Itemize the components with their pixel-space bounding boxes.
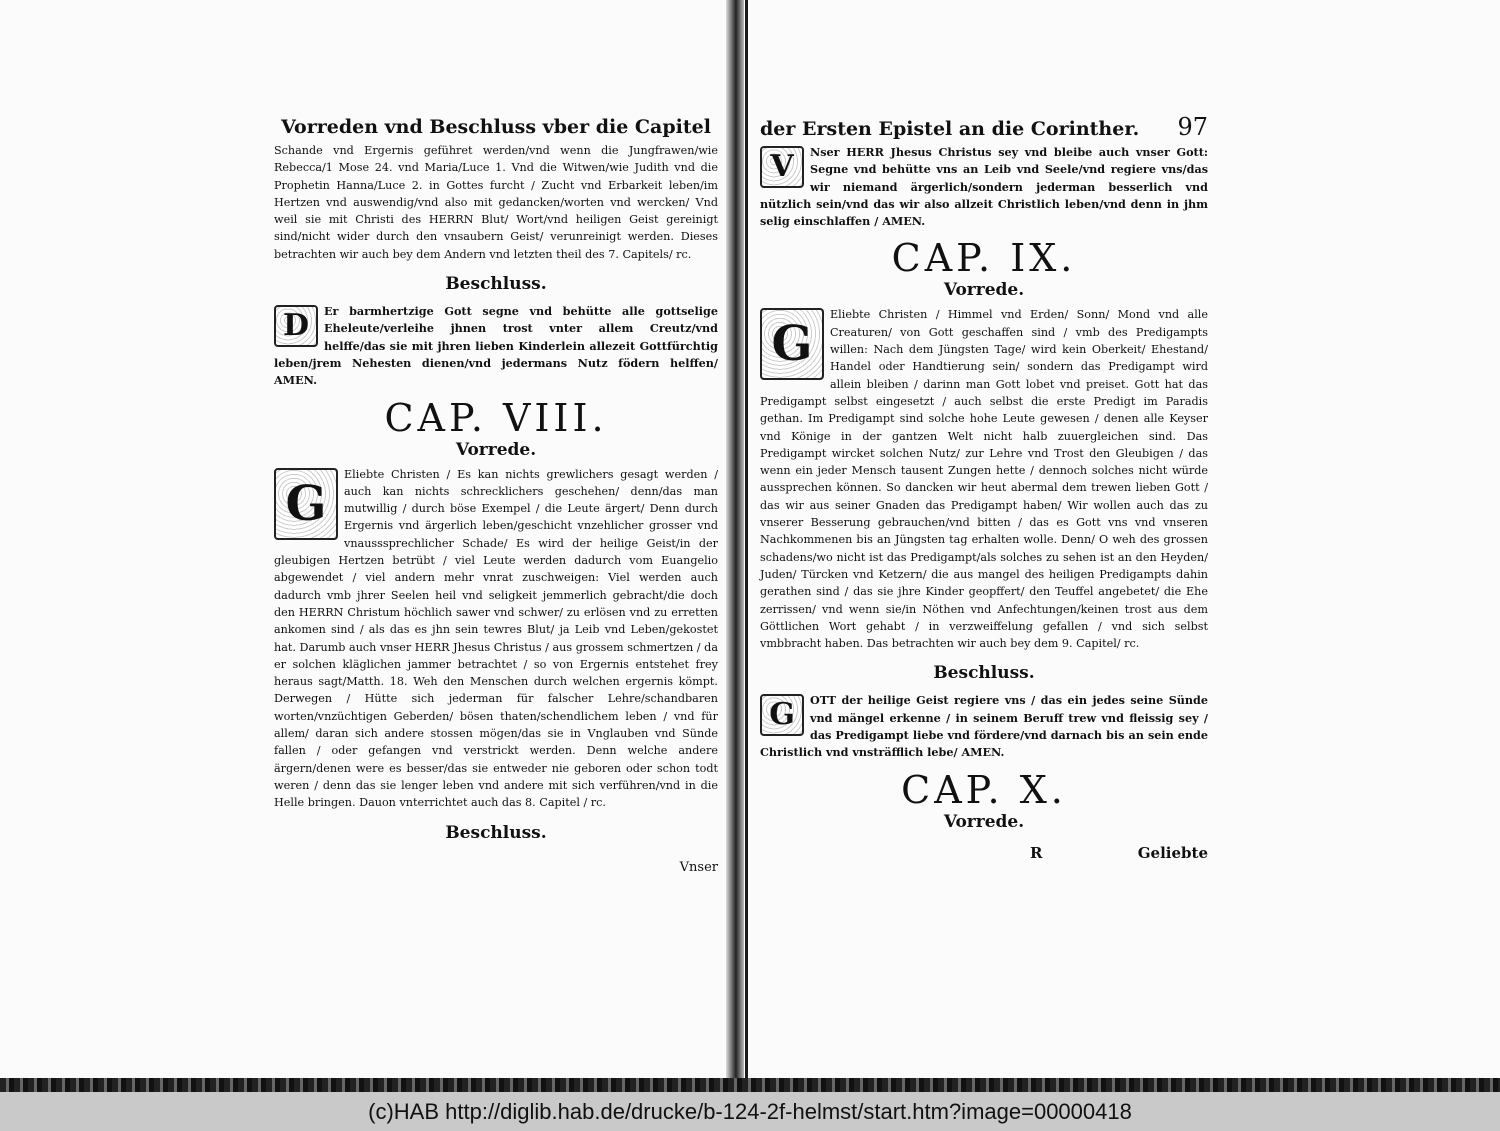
right-beschluss-text: OTT der heilige Geist regiere vns / das ein jedes seine Sünde vnd mängel erkenne / in seinem Beruff trew vnd fleissig sey / das Predigampt liebe vnd fördere/vnd darnach bis an sein ende Christlich vnd vnsträfflich lebe/ AMEN. [760,693,1208,760]
left-beschluss-text: Er barmhertzige Gott segne vnd behütte alle gottselige Eheleute/verleihe jhnen trost vnter allem Creutz/vnd helffe/das sie mit jhren lieben Kinderlein allezeit Gottfürchtig leben/jrem Nehesten dienen/vnd jedermans Nutz födern helffen/ AMEN. [274,304,718,388]
right-vorrede-block [760,306,1208,652]
left-vorrede-text: Eliebte Christen / Es kan nichts grewlichers gesagt werden / auch kan nichts schrecklichers geschehen/ denn/das man mutwillig / durch böse Exempel / die Leute ärgert/ Denn durch Ergernis vnd ärgerlich leben/geschicht vnzehlicher grosser vnd vnausssprechlicher Schade/ Es wird der heilige Geist/in der gleubigen Hertzen betrübt / viel Leute werden dadurch vom Euangelio abgewendet / viel andern mehr vnrat zuschweigen: Viel werden auch dadurch vmb jhrer Seelen heil vnd seligkeit jemmerlich gebracht/die doch den HERRN Christum höchlich sawer vnd schwer/ zu erlösen vnd zu erretten ankomen sind / als das es jhn sein tewres Blut/ ja Leib vnd Leben/gekostet hat. Darumb auch vnser HERR Jhesus Christus / aus grossem schmertzen / da er solchen kläglichen jammer betrachtet / so von Ergernis entstehet frey heraus sagt/Matth. 18. Weh den Menschen durch welchen ergernis kömpt. Derwegen / Hütte sich jederman für falscher Lehre/schandbaren worten/vnzüchtigen Geberden/ bösen thaten/schendlichem leben / vnd für allem/ daran sich andere stossen mögen/das sie in Vnglauben vnd Sünde fallen / oder gefangen vnd verstrickt werden. Denn welche andere ärgern/denen were es besser/das sie entweder nie geboren oder schon todt weren / denn das sie lenger leben vnd andere mit sich verführen/vnd in die Helle bringen. Dauon vnterrichtet auch das 8. Capitel / rc. [274,467,718,810]
right-running-head-row [760,112,1208,144]
right-beschluss-block [760,692,1208,761]
decorated-initial: G [274,468,338,540]
right-vorrede2-heading: Vorrede. [943,811,1025,832]
left-beschluss-heading: Beschluss. [445,274,547,295]
right-para-1: Nser HERR Jhesus Christus sey vnd bleibe auch vnser Gott: Segne vnd behütte vns an Leib vnd Seele/vnd regiere vns/das wir niemand ärgerlich/sondern jederman besserlich vnd nützlich sein/vnd das wir also allzeit Christlich leben/vnd denn in jhm selig einschlaffen / AMEN. [760,145,1208,229]
left-para-1: Schande vnd Ergernis geführet werden/vnd wenn die Jungfrawen/wie Rebecca/1 Mose 24. vnd Maria/Luce 1. Vnd die Witwen/wie Judith vnd die Prophetin Hanna/Luce 2. in Gottes furcht / Zucht vnd Erbarkeit leben/im Hertzen vnd auswendig/vnd also mit gedancken/worten vnd wercken/ Vnd weil sie mit Christi des HERRN Blut/ Wort/vnd heiligen Geist gereinigt sind/nicht wider durch den vnsaubern Geist/ verunreinigt werden. Dieses betrachten wir auch bey dem Andern vnd letzten theil des 7. Capitels/ rc. [274,144,718,261]
decorated-initial: G [760,308,824,380]
left-page [274,112,718,875]
left-beschluss-block [274,303,718,389]
page-bottom-edge [0,1078,1500,1092]
right-page [760,112,1208,862]
copyright-footer [0,1092,1500,1131]
decorated-initial: G [760,694,804,736]
right-catchword-row [760,844,1208,862]
right-running-head: der Ersten Epistel an die Corinther. [760,118,1140,140]
left-beschluss-heading-2: Beschluss. [445,822,547,843]
signature-mark: R [1030,843,1043,862]
chapter-heading-x: CAP. X. [901,767,1067,812]
left-vorrede-heading: Vorrede. [455,439,537,460]
page-number: 97 [1177,113,1208,141]
right-vorrede-heading: Vorrede. [943,280,1025,301]
right-beschluss-heading: Beschluss. [933,663,1035,684]
gutter-shadow [726,0,744,1085]
decorated-initial: D [274,305,318,347]
copyright-text: (c)HAB http://diglib.hab.de/drucke/b-124-2f-helmst/start.htm?image=00000418 [368,1098,1132,1124]
right-para-1-block [760,144,1208,230]
left-vorrede-block [274,466,718,812]
decorated-initial: V [760,146,804,188]
chapter-heading-ix: CAP. IX. [891,236,1077,281]
right-catchword: Geliebte [1137,843,1208,862]
left-running-head: Vorreden vnd Beschluss vber die Capitel [281,116,711,138]
right-vorrede-text: Eliebte Christen / Himmel vnd Erden/ Sonn/ Mond vnd alle Creaturen/ von Gott geschaffen sind / vmb des Predigampts willen: Nach dem Jüngsten Tage/ wird kein Oberkeit/ Ehestand/ Handel oder Handtierung sein/ sondern das Predigampt wird allein bleiben / darinn man Gott lobet vnd preiset. Gott hat das Predigampt selbst eingesetzt / auch selbst die erste Predigt im Paradis gethan. Im Predigampt sind solche hohe Leute gewesen / denen alle Keyser vnd Könige in der gantzen Welt nicht halb zuuergleichen sind. Das Predigampt wircket solchen Nutz/ zur Lehre vnd Trost den Gleubigen / das wenn ein jeder Mensch tausent Zungen hette / dennoch solches nicht würde aussprechen können. So dancken wir heut abermal dem trewen lieben Gott / das wir aus seiner Gnaden das Predigampt haben/ Wir wollen auch das zu vnserer Besserung gebrauchen/vnd bitten / das es Gott vns vnd vnseren Nachkommenen bis an Jüngsten tag erhalten wolle. Denn/ O weh des grossen schadens/wo nicht ist das Predigampt/als solches zu sehen ist an den Heyden/ Juden/ Türcken vnd Ketzern/ die aus mangel des heiligen Predigampts dahin gerathen sind / das sie jhre Kinder geopffert/ den Teuffel angebetet/ die Ehe zerrissen/ vnd wenn sie/in Nöthen vnd Anfechtungen/keinen trost aus dem Göttlichen Wort gehabt / in verzweiffelung gefallen / vnd sich selbst vmbbracht haben. Das betrachten wir auch bey dem 9. Capitel/ rc. [760,308,1208,651]
chapter-heading-viii: CAP. VIII. [384,395,608,440]
gutter-line [745,0,748,1085]
left-catchword: Vnser [679,859,718,875]
